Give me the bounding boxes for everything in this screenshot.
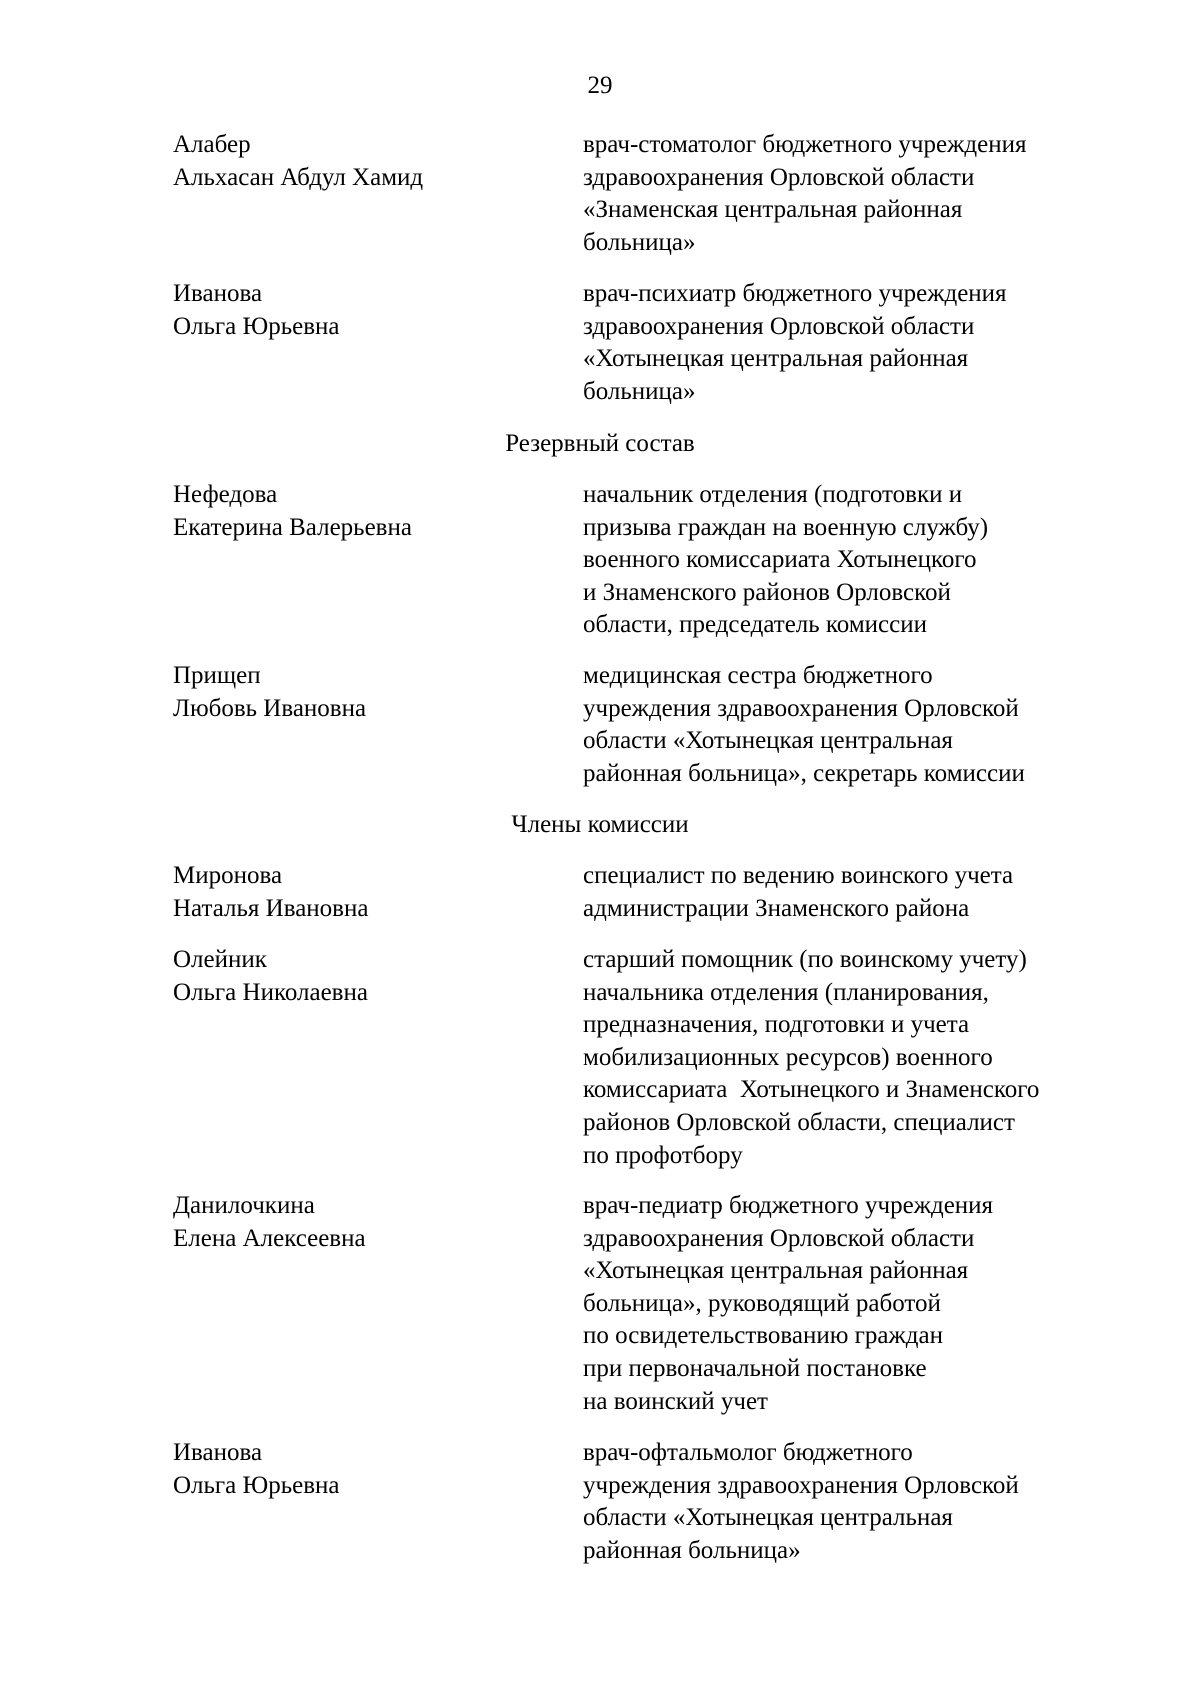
- role-line: области «Хотынецкая центральная: [583, 727, 953, 755]
- member-role: [583, 129, 1143, 259]
- member-name: [173, 660, 553, 725]
- member-role: [583, 479, 1143, 642]
- member-name: [173, 944, 553, 1009]
- section-heading-reserve: Резервный состав: [505, 430, 695, 457]
- member-name: [173, 479, 553, 544]
- role-line: учреждения здравоохранения Орловской: [583, 1471, 1019, 1499]
- role-line: по профотбору: [583, 1141, 743, 1169]
- role-line: начальника отделения (планирования,: [583, 978, 989, 1006]
- member-role: [583, 660, 1143, 790]
- member-surname: Миронова: [173, 862, 283, 889]
- member-surname: Олейник: [173, 946, 267, 973]
- role-line: области, председатель комиссии: [583, 611, 927, 639]
- role-line: врач-стоматолог бюджетного учреждения: [583, 131, 1027, 158]
- role-line: и Знаменского районов Орловской: [583, 578, 951, 606]
- role-line: «Хотынецкая центральная районная: [583, 1257, 969, 1285]
- member-role: [583, 1190, 1143, 1418]
- member-surname: Данилочкина: [173, 1192, 315, 1219]
- role-line: администрации Знаменского района: [583, 894, 970, 922]
- role-line: начальник отделения (подготовки и: [583, 481, 963, 508]
- role-line: на воинский учет: [583, 1387, 768, 1415]
- role-line: здравоохранения Орловской области: [583, 312, 975, 340]
- member-role: [583, 944, 1143, 1172]
- role-line: военного комиссариата Хотынецкого: [583, 546, 977, 574]
- role-line: районная больница», секретарь комиссии: [583, 759, 1025, 787]
- member-surname: Иванова: [173, 280, 263, 307]
- member-given-names: Ольга Николаевна: [173, 978, 368, 1006]
- role-line: больница», руководящий работой: [583, 1289, 941, 1317]
- member-given-names: Альхасан Абдул Хамид: [173, 163, 424, 191]
- role-line: медицинская сестра бюджетного: [583, 662, 933, 689]
- role-line: старший помощник (по воинскому учету): [583, 946, 1027, 973]
- member-surname: Нефедова: [173, 481, 278, 508]
- role-line: специалист по ведению воинского учета: [583, 862, 1014, 889]
- member-given-names: Ольга Юрьевна: [173, 312, 340, 340]
- member-surname: Иванова: [173, 1439, 263, 1466]
- member-name: [173, 1190, 553, 1255]
- role-line: «Знаменская центральная районная: [583, 196, 963, 224]
- role-line: предназначения, подготовки и учета: [583, 1011, 970, 1039]
- page-number: 29: [587, 72, 613, 99]
- member-name: [173, 860, 553, 925]
- member-role: [583, 860, 1143, 925]
- role-line: врач-психиатр бюджетного учреждения: [583, 280, 1007, 307]
- member-role: [583, 1437, 1143, 1567]
- role-line: области «Хотынецкая центральная: [583, 1504, 953, 1532]
- role-line: больница»: [583, 377, 696, 405]
- member-name: [173, 278, 553, 343]
- member-name: [173, 1437, 553, 1502]
- role-line: районная больница»: [583, 1536, 801, 1564]
- member-surname: Прищеп: [173, 662, 261, 689]
- role-line: районов Орловской области, специалист: [583, 1108, 1015, 1136]
- member-given-names: Екатерина Валерьевна: [173, 513, 412, 541]
- role-line: врач-педиатр бюджетного учреждения: [583, 1192, 994, 1219]
- role-line: мобилизационных ресурсов) военного: [583, 1043, 993, 1071]
- member-given-names: Елена Алексеевна: [173, 1224, 366, 1252]
- member-given-names: Ольга Юрьевна: [173, 1471, 340, 1499]
- section-heading-members: Члены комиссии: [511, 811, 689, 838]
- role-line: призыва граждан на военную службу): [583, 513, 989, 541]
- member-name: [173, 129, 553, 194]
- role-line: комиссариата Хотынецкого и Знаменского: [583, 1076, 1040, 1104]
- member-role: [583, 278, 1143, 408]
- role-line: по освидетельствованию граждан: [583, 1322, 943, 1350]
- member-given-names: Наталья Ивановна: [173, 894, 369, 922]
- member-surname: Алабер: [173, 131, 251, 158]
- role-line: при первоначальной постановке: [583, 1354, 927, 1382]
- role-line: здравоохранения Орловской области: [583, 1224, 975, 1252]
- role-line: больница»: [583, 228, 696, 256]
- role-line: учреждения здравоохранения Орловской: [583, 694, 1019, 722]
- role-line: здравоохранения Орловской области: [583, 163, 975, 191]
- role-line: «Хотынецкая центральная районная: [583, 345, 969, 373]
- role-line: врач-офтальмолог бюджетного: [583, 1439, 913, 1466]
- member-given-names: Любовь Ивановна: [173, 694, 367, 722]
